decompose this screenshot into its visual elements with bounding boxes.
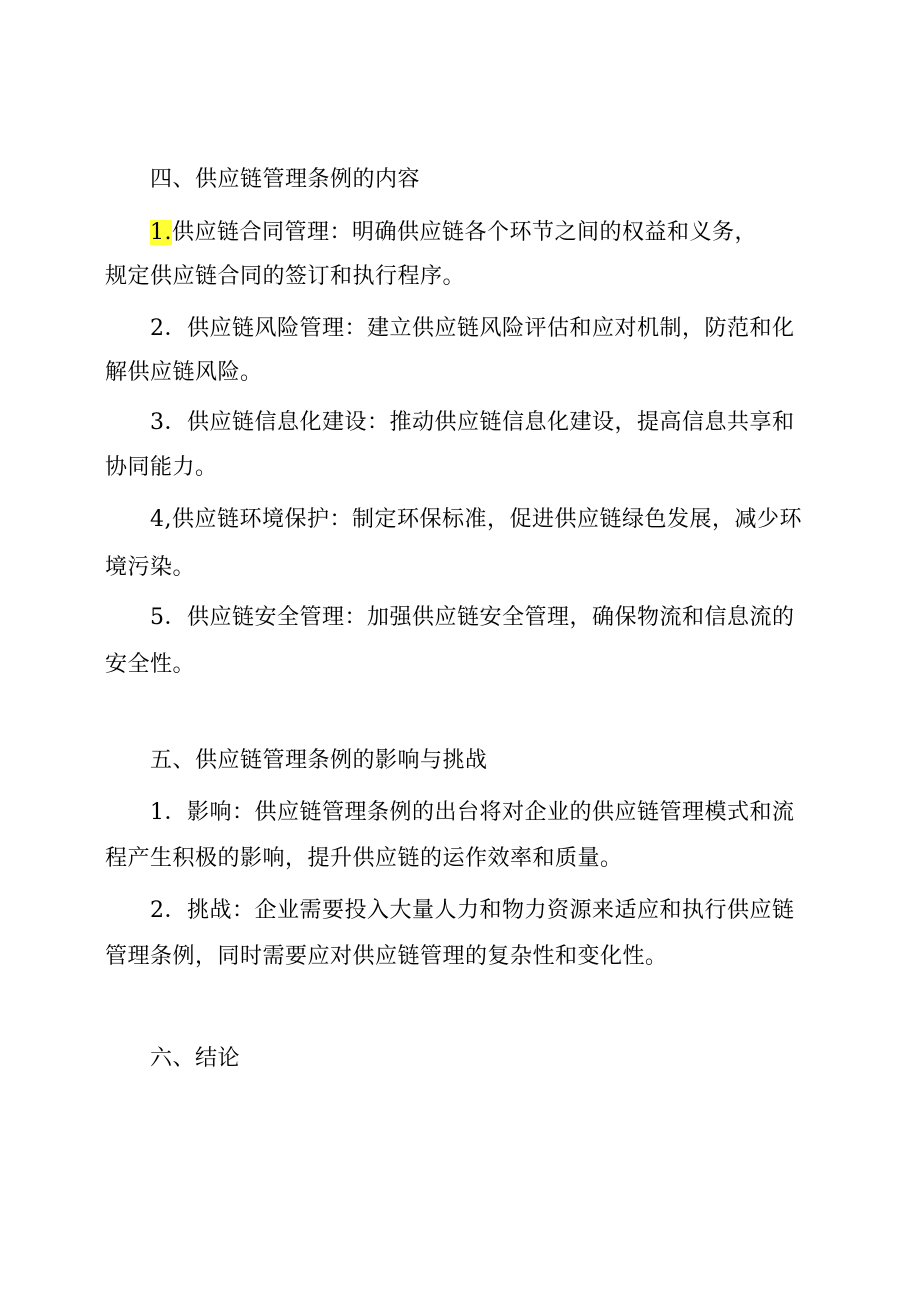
section-4-item-5-line-1: 5．供应链安全管理：加强供应链安全管理，确保物流和信息流的 [150,605,795,630]
section-4-item-2-line-2: 解供应链风险。 [105,360,263,385]
section-4-item-3-line-1: 3．供应链信息化建设：推动供应链信息化建设，提高信息共享和 [150,410,795,435]
section-4-heading: 四、供应链管理条例的内容 [150,167,421,192]
section-4-item-5-line-2: 安全性。 [105,652,196,677]
section-5-item-2-line-2: 管理条例，同时需要应对供应链管理的复杂性和变化性。 [105,944,668,969]
section-4-item-1-line-1 [150,218,757,248]
section-5-item-2-line-1: 2．挑战：企业需要投入大量人力和物力资源来适应和执行供应链 [150,898,795,923]
section-5-item-1-line-1: 1．影响：供应链管理条例的出台将对企业的供应链管理模式和流 [150,800,795,825]
section-6-heading: 六、结论 [150,1046,241,1071]
highlighted-number: 1. [150,220,172,245]
section-4-item-1-line-2: 规定供应链合同的签订和执行程序。 [105,264,466,289]
section-4-item-3-line-2: 协同能力。 [105,455,218,480]
section-5-item-1-line-2: 程产生积极的影响，提升供应链的运作效率和质量。 [105,846,623,871]
section-5-heading: 五、供应链管理条例的影响与挑战 [150,748,488,773]
item-text: 供应链合同管理：明确供应链各个环节之间的权益和义务， [172,220,758,245]
section-4-item-4-line-1: 4,供应链环境保护：制定环保标准，促进供应链绿色发展，减少环 [150,507,802,532]
section-4-item-4-line-2: 境污染。 [105,555,196,580]
section-4-item-2-line-1: 2．供应链风险管理：建立供应链风险评估和应对机制，防范和化 [150,316,795,341]
